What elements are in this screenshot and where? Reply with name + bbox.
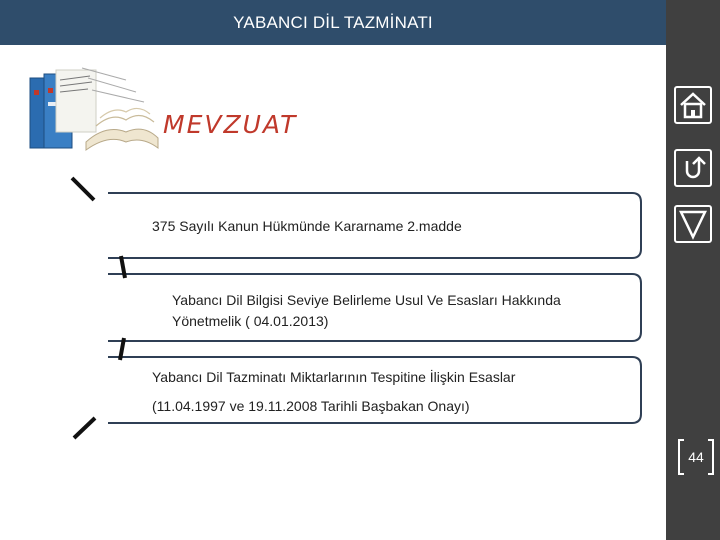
item-2-line-2: Yönetmelik ( 04.01.2013) [172,313,329,329]
slide-title: YABANCI DİL TAZMİNATI [233,13,433,32]
page-number: 44 [688,449,704,465]
item-2-line-1: Yabancı Dil Bilgisi Seviye Belirleme Usul Ve Esasları Hakkında [172,292,561,308]
divider-slash-4 [74,418,95,438]
item-3-line-1: Yabancı Dil Tazminatı Miktarlarının Tespitine İlişkin Esaslar [152,369,516,385]
divider-slash-1 [72,178,94,200]
section-heading: MEVZUAT [163,110,298,139]
item-1-text: 375 Sayılı Kanun Hükmünde Kararname 2.madde [152,218,462,234]
item-3-line-2: (11.04.1997 ve 19.11.2008 Tarihli Başbakan Onayı) [152,398,470,414]
